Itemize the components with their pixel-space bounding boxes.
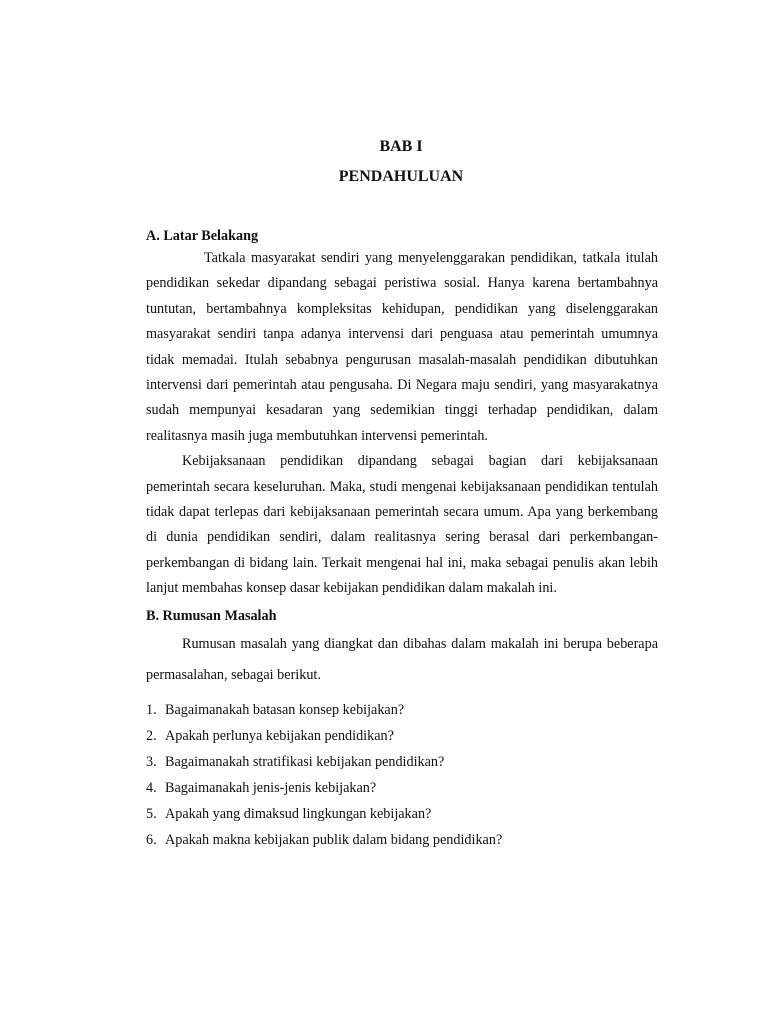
section-heading-latar-belakang: A. Latar Belakang [146,228,259,244]
list-item-text: Bagaimanakah stratifikasi kebijakan pendidikan? [165,753,445,770]
list-item-number: 1. [146,701,157,718]
list-item-number: 4. [146,779,157,796]
list-item [146,723,658,749]
list-item-number: 2. [146,727,157,744]
list-item [146,827,658,853]
list-item-text: Apakah perlunya kebijakan pendidikan? [165,727,394,744]
list-item [146,697,658,723]
list-item [146,749,658,775]
list-item-text: Bagaimanakah jenis-jenis kebijakan? [165,779,377,796]
list-item [146,801,658,827]
section-heading-rumusan-masalah: B. Rumusan Masalah [146,607,277,624]
paragraph-latar-belakang-2: Kebijaksanaan pendidikan dipandang sebagai bagian dari kebijaksanaan pemerintah secara keseluruhan. Maka, studi mengenai kebijaksanaan pendidikan tentulah tidak dapat terlepas dari kebijaksanaan pemerintah secara umum. Apa yang berkembang di dunia pendidikan sendiri, dalam realitasnya sering berasal dari perkembangan-perkembangan di bidang lain. Terkait mengenai hal ini, maka sebagai penulis akan lebih lanjut membahas konsep dasar kebijakan pendidikan dalam makalah ini. [146,453,658,597]
problem-list [146,697,658,853]
list-item-number: 3. [146,753,157,770]
document-body [146,226,658,853]
chapter-title: PENDAHULUAN [338,168,464,185]
list-item-number: 5. [146,805,157,822]
list-item-text: Apakah makna kebijakan publik dalam bidang pendidikan? [165,831,503,848]
paragraph-rumusan-masalah-intro: Rumusan masalah yang diangkat dan dibahas dalam makalah ini berupa beberapa permasalahan, sebagai berikut. [146,635,658,683]
list-item-text: Apakah yang dimaksud lingkungan kebijakan? [165,805,432,822]
list-item-text: Bagaimanakah batasan konsep kebijakan? [165,701,405,718]
list-item-number: 6. [146,831,157,848]
paragraph-latar-belakang-1: Tatkala masyarakat sendiri yang menyelenggarakan pendidikan, tatkala itulah pendidikan sekedar dipandang sebagai peristiwa sosial. Hanya karena bertambahnya tuntutan, bertambahnya kompleksitas kehidupan, pendidikan yang diselenggarakan masyarakat sendiri tanpa adanya intervensi dari penguasa atau pemerintah umumnya tidak memadai. Itulah sebabnya pengurusan masalah-masalah pendidikan dibutuhkan intervensi dari pemerintah atau pengusaha. Di Negara maju sendiri, yang masyarakatnya sudah mempunyai kesadaran yang sedemikian tinggi terhadap pendidikan, dalam realitasnya masih juga membutuhkan intervensi pemerintah. [146,250,658,444]
chapter-number: BAB I [379,138,423,155]
list-item [146,775,658,801]
